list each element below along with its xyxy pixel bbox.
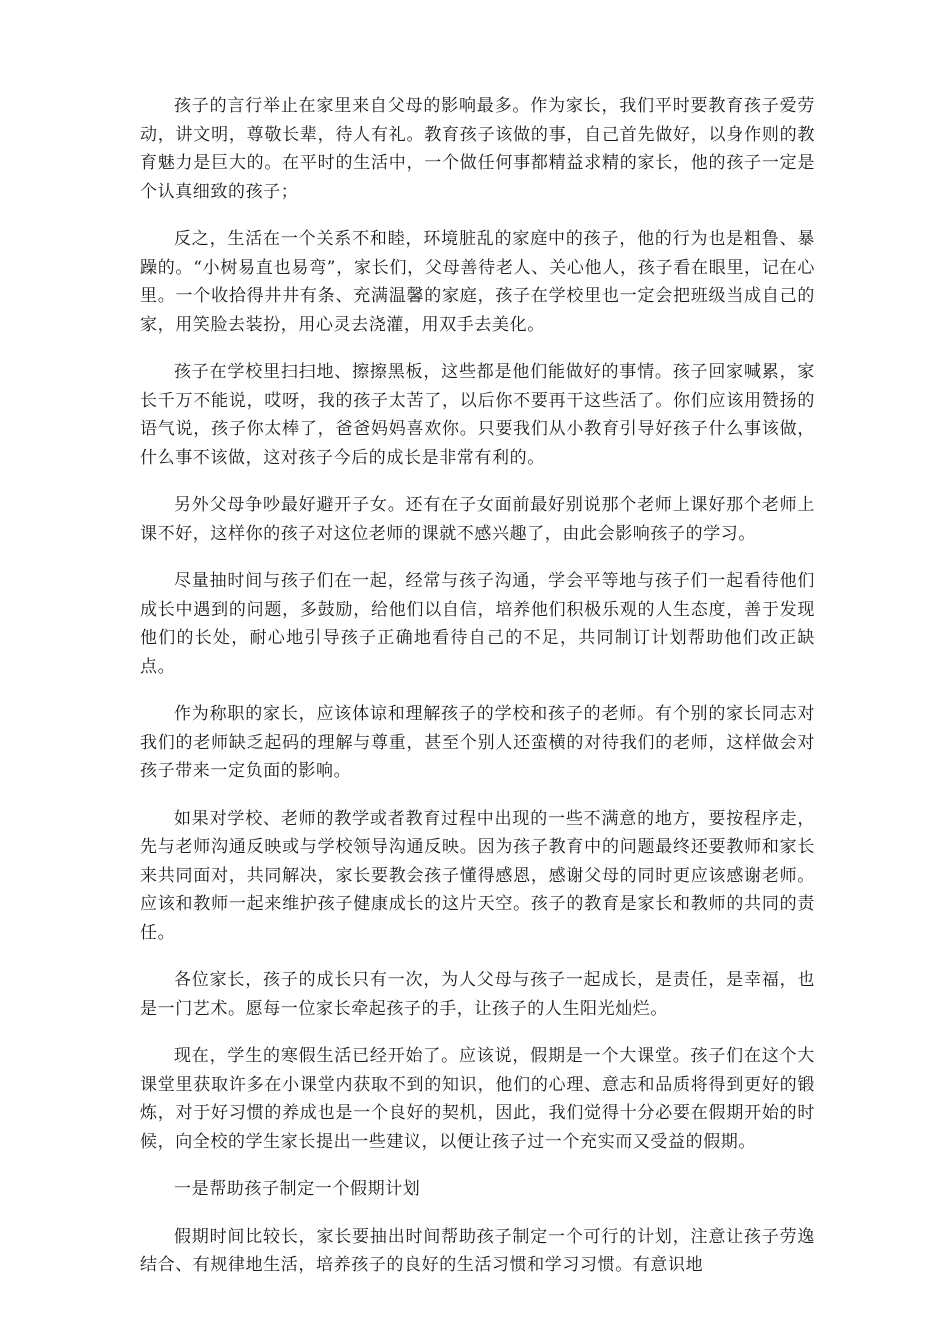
- section-heading: 一是帮助孩子制定一个假期计划: [174, 1179, 421, 1199]
- document-page: [140, 92, 815, 1299]
- paragraph-2: 反之，生活在一个关系不和睦，环境脏乱的家庭中的孩子，他的行为也是粗鲁、暴躁的。“小树易直也易弯”，家长们，父母善待老人、关心他人，孩子看在眼里，记在心里。一个收拾得井井有条、充满温馨的家庭，孩子在学校里也一定会把班级当成自己的家，用笑脸去装扮，用心灵去浇灌，用双手去美化。: [140, 229, 815, 335]
- paragraph-1: 孩子的言行举止在家里来自父母的影响最多。作为家长，我们平时要教育孩子爱劳动，讲文明，尊敬长辈，待人有礼。教育孩子该做的事，自己首先做好，以身作则的教育魅力是巨大的。在平时的生活中，一个做任何事都精益求精的家长，他的孩子一定是个认真细致的孩子；: [140, 96, 815, 202]
- paragraph-3: 孩子在学校里扫扫地、擦擦黑板，这些都是他们能做好的事情。孩子回家喊累，家长千万不能说，哎呀，我的孩子太苦了，以后你不要再干这些活了。你们应该用赞扬的语气说，孩子你太棒了，爸爸妈妈喜欢你。只要我们从小教育引导好孩子什么事该做，什么事不该做，这对孩子今后的成长是非常有利的。: [140, 362, 815, 468]
- paragraph-9: 现在，学生的寒假生活已经开始了。应该说，假期是一个大课堂。孩子们在这个大课堂里获取许多在小课堂内获取不到的知识，他们的心理、意志和品质将得到更好的锻炼，对于好习惯的养成也是一个良好的契机，因此，我们觉得十分必要在假期开始的时候，向全校的学生家长提出一些建议，以便让孩子过一个充实而又受益的假期。: [140, 1046, 815, 1152]
- paragraph-8: 各位家长，孩子的成长只有一次，为人父母与孩子一起成长，是责任，是幸福，也是一门艺术。愿每一位家长牵起孩子的手，让孩子的人生阳光灿烂。: [140, 970, 815, 1019]
- paragraph-4: 另外父母争吵最好避开子女。还有在子女面前最好别说那个老师上课好那个老师上课不好，这样你的孩子对这位老师的课就不感兴趣了，由此会影响孩子的学习。: [140, 495, 815, 544]
- paragraph-7: 如果对学校、老师的教学或者教育过程中出现的一些不满意的地方，要按程序走，先与老师沟通反映或与学校领导沟通反映。因为孩子教育中的问题最终还要教师和家长来共同面对，共同解决，家长要教会孩子懂得感恩，感谢父母的同时更应该感谢老师。应该和教师一起来维护孩子健康成长的这片天空。孩子的教育是家长和教师的共同的责任。: [140, 808, 815, 943]
- paragraph-6: 作为称职的家长，应该体谅和理解孩子的学校和孩子的老师。有个别的家长同志对我们的老师缺乏起码的理解与尊重，甚至个别人还蛮横的对待我们的老师，这样做会对孩子带来一定负面的影响。: [140, 704, 815, 781]
- paragraph-5: 尽量抽时间与孩子们在一起，经常与孩子沟通，学会平等地与孩子们一起看待他们成长中遇到的问题，多鼓励，给他们以自信，培养他们积极乐观的人生态度，善于发现他们的长处，耐心地引导孩子正确地看待自己的不足，共同制订计划帮助他们改正缺点。: [140, 571, 815, 677]
- paragraph-10: 假期时间比较长，家长要抽出时间帮助孩子制定一个可行的计划，注意让孩子劳逸结合、有规律地生活，培养孩子的良好的生活习惯和学习习惯。有意识地: [140, 1226, 815, 1275]
